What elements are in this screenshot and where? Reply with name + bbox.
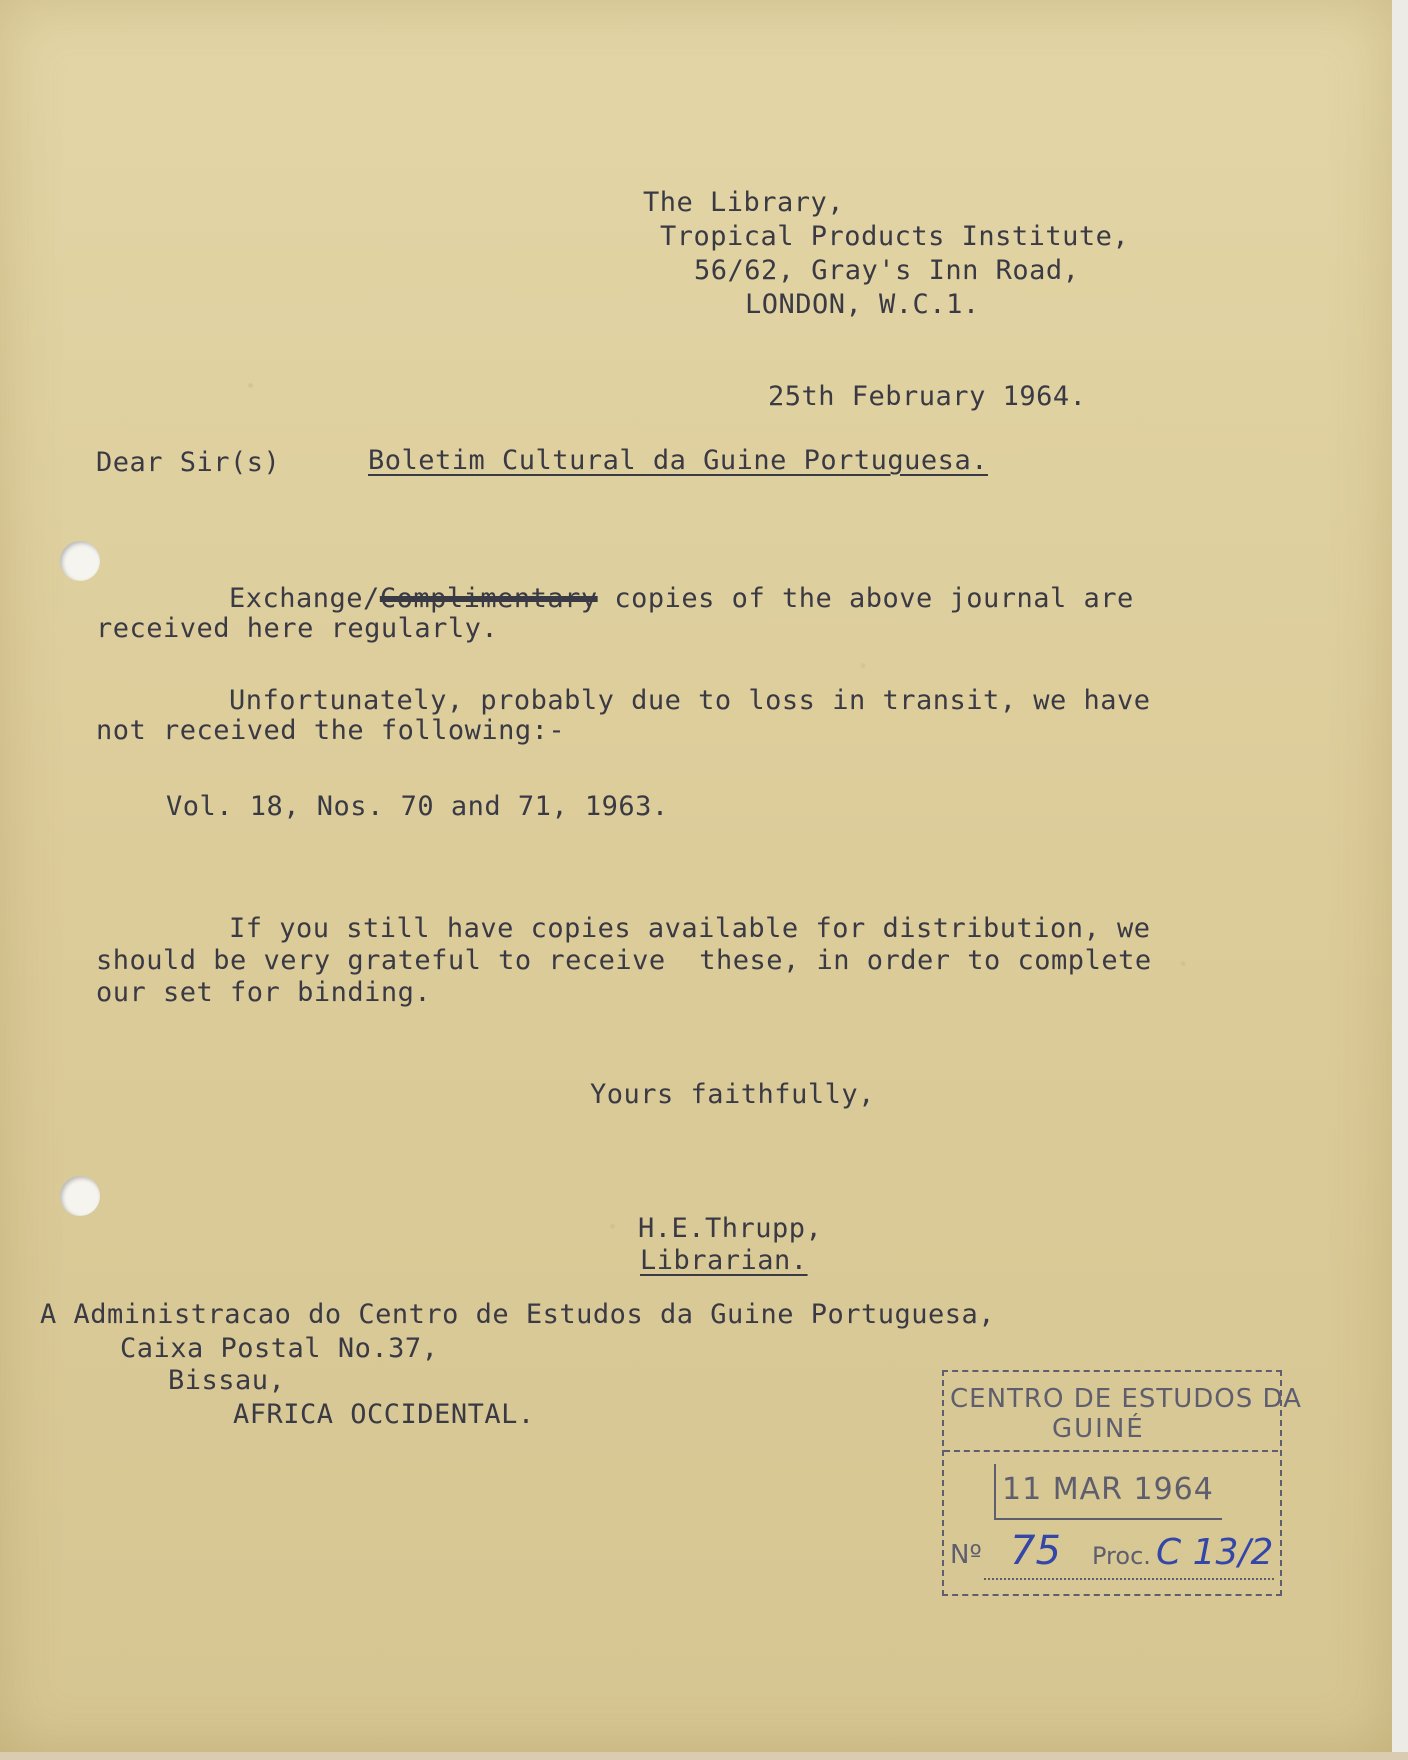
body-paragraph-1-line-2: received here regularly. <box>96 613 499 644</box>
exchange-word: Exchange/ <box>229 583 380 614</box>
receipt-stamp <box>942 1370 1302 1596</box>
struck-out-word: Complimentary <box>379 583 598 614</box>
sender-address-line-1: The Library, <box>643 187 845 218</box>
recipient-address-line-1: A Administracao do Centro de Estudos da Guine Portuguesa, <box>40 1299 996 1330</box>
body-paragraph-3-line-3: our set for binding. <box>96 977 432 1008</box>
recipient-address-line-2: Caixa Postal No.37, <box>120 1333 439 1364</box>
stamp-divider <box>944 1450 1278 1452</box>
body-paragraph-3-line-1: If you still have copies available for distribution, we <box>229 913 1151 944</box>
stamp-proc-label: Proc. <box>1092 1542 1151 1570</box>
sender-address-line-3: 56/62, Gray's Inn Road, <box>694 255 1080 286</box>
sender-address-line-2: Tropical Products Institute, <box>660 221 1130 252</box>
paragraph-1-continuation: copies of the above journal are <box>597 583 1134 614</box>
salutation: Dear Sir(s) <box>96 447 281 478</box>
signatory-title: Librarian. <box>640 1245 808 1276</box>
stamp-proc-value: C 13/2 <box>1156 1532 1274 1573</box>
punch-hole-bottom <box>60 1176 100 1216</box>
recipient-address-line-3: Bissau, <box>168 1365 286 1396</box>
recipient-address-line-4: AFRICA OCCIDENTAL. <box>233 1399 535 1430</box>
signatory-name: H.E.Thrupp, <box>638 1213 823 1244</box>
stamp-number-label: Nº <box>950 1540 982 1570</box>
stamp-number-value: 75 <box>1010 1528 1061 1574</box>
stamp-number-rule <box>984 1578 1274 1580</box>
subject-line: Boletim Cultural da Guine Portuguesa. <box>368 445 988 476</box>
punch-hole-top <box>60 541 100 581</box>
body-paragraph-2-line-2: not received the following:- <box>96 715 566 746</box>
body-paragraph-1-line-1 <box>229 584 1134 614</box>
letter-date: 25th February 1964. <box>768 381 1087 412</box>
body-paragraph-2-line-1: Unfortunately, probably due to loss in transit, we have <box>229 685 1151 716</box>
stamp-header-line-1: CENTRO DE ESTUDOS DA <box>950 1384 1302 1414</box>
closing: Yours faithfully, <box>590 1079 875 1110</box>
stamp-header-line-2: GUINÉ <box>1052 1414 1145 1444</box>
sender-address-line-4: LONDON, W.C.1. <box>745 289 980 320</box>
missing-issues: Vol. 18, Nos. 70 and 71, 1963. <box>166 791 669 822</box>
stamp-date: 11 MAR 1964 <box>1002 1472 1214 1507</box>
body-paragraph-3-line-2: should be very grateful to receive these, in order to complete <box>96 945 1152 976</box>
